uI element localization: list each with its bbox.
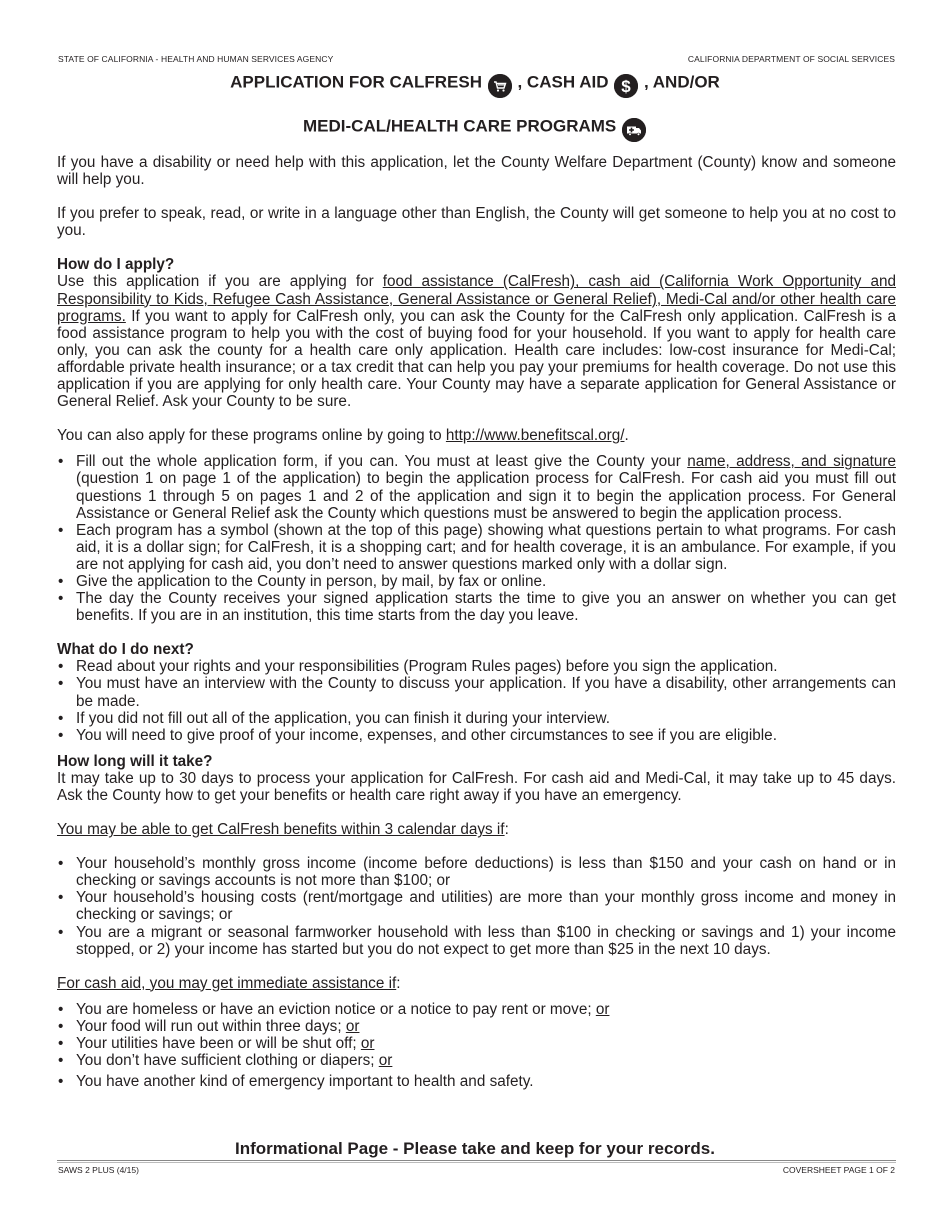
list-item-text: Fill out the whole application form, if you can. You must at least give the County your bbox=[76, 453, 688, 471]
document-body bbox=[57, 154, 896, 1090]
apply-programs-text: food assistance (CalFresh), cash aid (California Work Opportunity and Responsibility to Kids, Refugee Cash Assistance, General Assistance or General Relief), Medi-Cal and/or other health care programs. bbox=[57, 273, 897, 325]
calfresh-conditions-list bbox=[57, 855, 896, 958]
or-text: or bbox=[360, 1035, 375, 1053]
list-item-text: Your utilities have been or will be shut off; bbox=[76, 1035, 361, 1053]
page-number: COVERSHEET PAGE 1 OF 2 bbox=[782, 1165, 895, 1175]
list-item: • You will need to give proof of your income, expenses, and other circumstances to see if you are eligible. bbox=[57, 727, 896, 744]
title-part-cash-aid: , CASH AID bbox=[517, 72, 609, 92]
calfresh-expedited-lead bbox=[57, 821, 896, 838]
list-item bbox=[57, 1073, 896, 1090]
list-item: • If you did not fill out all of the application, you can finish it during your interview. bbox=[57, 710, 896, 727]
benefitscal-link[interactable]: http://www.benefitscal.org/ bbox=[445, 427, 625, 445]
cash-aid-immediate-lead bbox=[57, 975, 896, 992]
calfresh-lead-text: You may be able to get CalFresh benefits within 3 calendar days if bbox=[57, 821, 505, 839]
page-title bbox=[0, 71, 950, 95]
page-title-line2 bbox=[0, 115, 950, 139]
online-apply-text bbox=[57, 427, 896, 444]
title-part-calfresh: APPLICATION FOR CALFRESH bbox=[230, 72, 483, 92]
list-item: • Your household’s housing costs (rent/mortgage and utilities) are more than your monthly gross income and money in checking or savings; or bbox=[57, 889, 896, 923]
apply-paragraph bbox=[57, 273, 896, 410]
apply-lead-text: Use this application if you are applying for bbox=[57, 273, 383, 291]
list-item: • Give the application to the County in person, by mail, by fax or online. bbox=[57, 573, 896, 590]
colon-text: : bbox=[396, 974, 401, 992]
title-part-medical: MEDI-CAL/HEALTH CARE PROGRAMS bbox=[303, 116, 617, 136]
list-item: • The day the County receives your signed application starts the time to give you an answer on whether you can get benefits. If you are in an institution, this time starts from the day you leave. bbox=[57, 590, 896, 624]
list-item bbox=[57, 1052, 896, 1069]
colon-text: : bbox=[504, 821, 509, 839]
ambulance-icon bbox=[622, 118, 646, 142]
list-item bbox=[57, 1018, 896, 1035]
form-id: SAWS 2 PLUS (4/15) bbox=[58, 1165, 139, 1175]
online-lead-text: You can also apply for these programs online by going to bbox=[57, 427, 446, 445]
section-heading-next: What do I do next? bbox=[57, 641, 194, 659]
list-item-text: You are homeless or have an eviction notice or a notice to pay rent or move; bbox=[76, 1000, 596, 1018]
informational-page-note: Informational Page - Please take and keep for your records. bbox=[235, 1139, 715, 1158]
list-item bbox=[57, 453, 896, 521]
list-item: • Your household’s monthly gross income (income before deductions) is less than $150 and your cash on hand or in checking or savings accounts is not more than $100; or bbox=[57, 855, 896, 889]
list-item: • Each program has a symbol (shown at the top of this page) showing what questions pertain to what programs. For cash aid, it is a dollar sign; for CalFresh, it is a shopping cart; and for health coverage, it is an ambulance. For example, if you are not applying for cash aid, you don’t need to answer questions marked only with a dollar sign. bbox=[57, 522, 896, 573]
footer-divider bbox=[57, 1160, 896, 1161]
svg-text:$: $ bbox=[621, 77, 631, 96]
cash-aid-conditions-list bbox=[57, 1001, 896, 1090]
disability-help-text: If you have a disability or need help with this application, let the County Welfare Department (County) know and someone will help you. bbox=[57, 154, 896, 189]
department-header: CALIFORNIA DEPARTMENT OF SOCIAL SERVICES bbox=[687, 54, 895, 64]
or-text: or bbox=[345, 1017, 360, 1035]
list-item-underlined: name, address, and signature bbox=[687, 453, 896, 471]
next-steps-list bbox=[57, 658, 896, 743]
dollar-sign-icon bbox=[614, 74, 638, 98]
shopping-cart-icon bbox=[488, 74, 512, 98]
or-text: or bbox=[378, 1052, 393, 1070]
or-text: or bbox=[595, 1000, 610, 1018]
list-item-text: Your food will run out within three days; bbox=[76, 1017, 346, 1035]
online-end-text: . bbox=[624, 427, 629, 445]
language-help-text: If you prefer to speak, read, or write in a language other than English, the County will get someone to help you at no cost to you. bbox=[57, 205, 896, 240]
apply-steps-list bbox=[57, 453, 896, 624]
list-item: • You must have an interview with the County to discuss your application. If you have a disability, other arrangements can be made. bbox=[57, 675, 896, 709]
agency-header: STATE OF CALIFORNIA - HEALTH AND HUMAN SERVICES AGENCY bbox=[58, 54, 334, 64]
list-item-text: (question 1 on page 1 of the application) to begin the application process for CalFresh. For cash aid you must fill out questions 1 through 5 on pages 1 and 2 of the application and sign it to begin the application process. For General Assistance or General Relief ask the County which questions must be answered to begin the application process. bbox=[76, 470, 896, 522]
section-heading-apply: How do I apply? bbox=[57, 256, 175, 274]
apply-rest-text: If you want to apply for CalFresh only, you can ask the County for the CalFresh only application. CalFresh is a food assistance program to help you with the cost of buying food for your household. If you want to apply for health care only, you can ask the county for a health care only application. Health care includes: low-cost insurance for Medi-Cal; affordable private health insurance; or a tax credit that can help you pay your premiums for health coverage. Do not use this application if you are applying for only health care. Your County may have a separate application for General Assistance or General Relief. Ask your County to be sure. bbox=[57, 307, 896, 411]
list-item bbox=[57, 1001, 896, 1018]
footer-divider bbox=[57, 1162, 896, 1163]
list-item: • You are a migrant or seasonal farmworker household with less than $100 in checking or savings and 1) your income stopped, or 2) your income has started but you do not expect to get more than $25 in the next 10 days. bbox=[57, 924, 896, 958]
title-part-andor: , AND/OR bbox=[643, 72, 720, 92]
list-item-text: You don’t have sufficient clothing or diapers; bbox=[76, 1052, 379, 1070]
list-item-text: You have another kind of emergency important to health and safety. bbox=[76, 1073, 534, 1091]
list-item: • Read about your rights and your responsibilities (Program Rules pages) before you sign the application. bbox=[57, 658, 896, 675]
processing-time-text: It may take up to 30 days to process your application for CalFresh. For cash aid and Medi-Cal, it may take up to 45 days. Ask the County how to get your benefits or health care right away if you have an emergency. bbox=[57, 769, 896, 804]
section-heading-howlong: How long will it take? bbox=[57, 752, 213, 770]
cash-lead-text: For cash aid, you may get immediate assistance if bbox=[57, 974, 397, 992]
list-item bbox=[57, 1035, 896, 1052]
